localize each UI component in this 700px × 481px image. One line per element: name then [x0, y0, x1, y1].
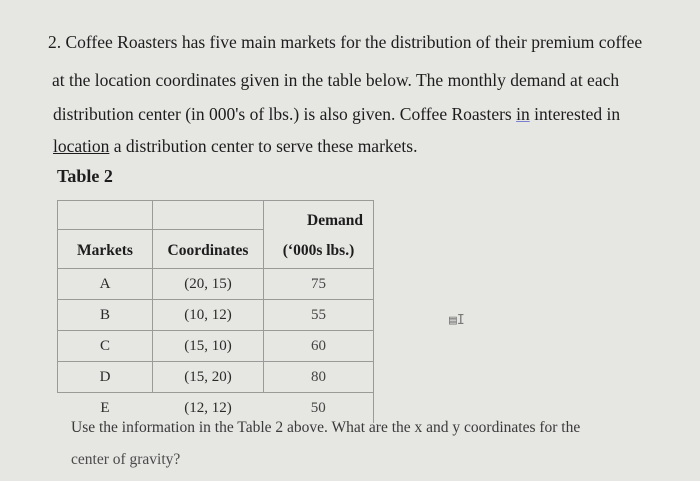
- table-row: [58, 300, 374, 331]
- question-line-2: center of gravity?: [71, 451, 181, 468]
- table-row: [58, 331, 374, 362]
- market-cell: D: [58, 362, 153, 393]
- demand-cell: 60: [264, 331, 374, 362]
- problem-line-2: at the location coordinates given in the table below. The monthly demand at each: [52, 70, 620, 90]
- header-coordinates: Coordinates: [153, 230, 264, 269]
- coordinates-cell: (12, 12): [153, 393, 264, 424]
- header-blank-1: [58, 201, 153, 230]
- header-blank-2: [153, 201, 264, 230]
- problem-line-4: [53, 136, 417, 157]
- header-markets: Markets: [58, 230, 153, 269]
- table-title: Table 2: [57, 166, 113, 186]
- text-cursor-icon: ▤I: [449, 313, 465, 328]
- problem-line-3-end: interested in: [529, 104, 621, 124]
- market-cell: E: [58, 393, 153, 424]
- header-demand-top: Demand: [264, 201, 374, 230]
- table-row: [58, 269, 374, 300]
- problem-line-4-text: a distribution center to serve these markets.: [109, 136, 418, 156]
- coordinates-cell: (10, 12): [153, 300, 264, 331]
- table-row: [58, 362, 374, 393]
- market-cell: C: [58, 331, 153, 362]
- markets-table: [57, 200, 374, 423]
- market-cell: B: [58, 300, 153, 331]
- problem-line-3-text: distribution center (in 000's of lbs.) is also given. Coffee Roasters: [53, 104, 517, 124]
- demand-cell: 50: [264, 393, 374, 424]
- problem-line-3-underlined: in: [516, 104, 530, 124]
- coordinates-cell: (15, 10): [153, 331, 264, 362]
- market-cell: A: [58, 269, 153, 300]
- problem-line-3: [53, 104, 620, 125]
- demand-cell: 75: [264, 269, 374, 300]
- demand-cell: 80: [264, 362, 374, 393]
- demand-cell: 55: [264, 300, 374, 331]
- question-line-1: Use the information in the Table 2 above. What are the x and y coordinates for the: [71, 419, 581, 436]
- coordinates-cell: (20, 15): [153, 269, 264, 300]
- problem-line-1: 2. Coffee Roasters has five main markets for the distribution of their premium coffee: [48, 32, 643, 52]
- problem-line-4-underlined: location: [53, 136, 110, 156]
- coordinates-cell: (15, 20): [153, 362, 264, 393]
- header-demand: (‘000s lbs.): [264, 230, 374, 269]
